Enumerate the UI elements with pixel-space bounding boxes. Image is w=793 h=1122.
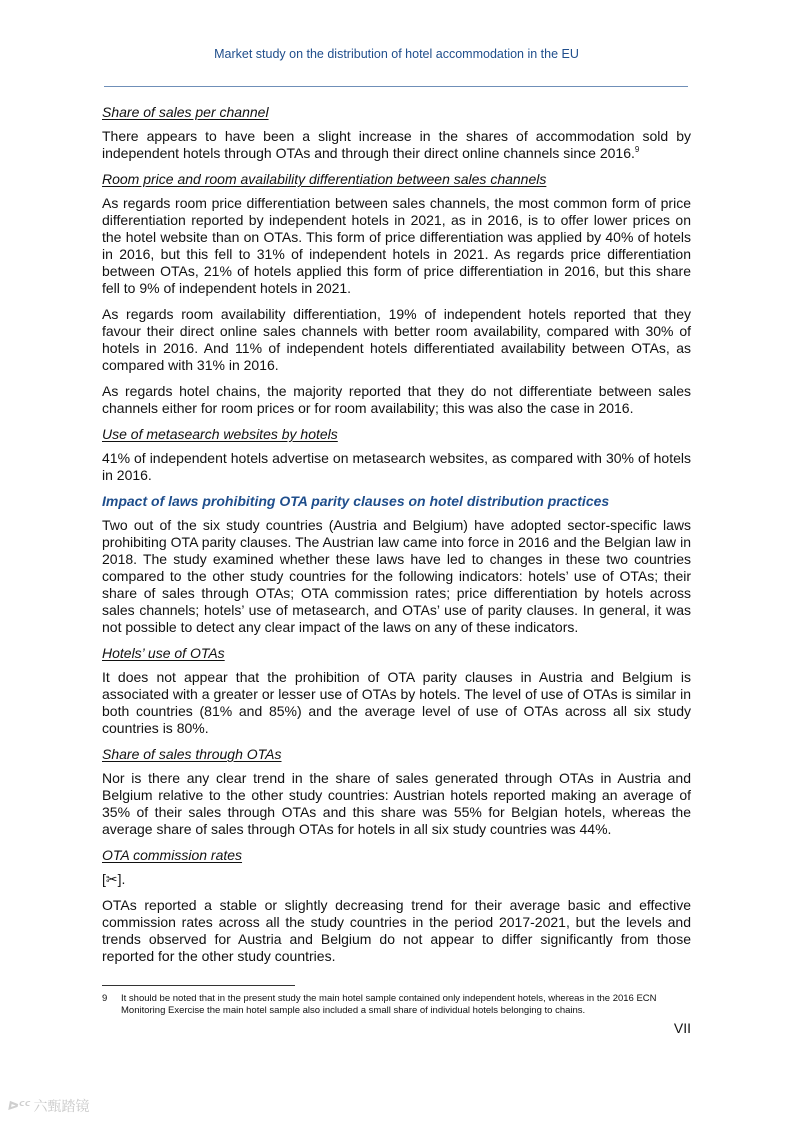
footnote bbox=[102, 993, 692, 1017]
paragraph: Two out of the six study countries (Austria and Belgium) have adopted sector-specific laws prohibiting OTA parity clauses. The Austrian law came into force in 2016 and the Belgian law in 2018. The study examined whether these laws have led to changes in these two countries compared to the other study countries for the following indicators: hotels’ use of OTAs; their share of sales through OTAs; OTA commission rates; price differentiation by hotels across sales channels; hotels’ use of metasearch, and OTAs’ use of parity clauses. In general, it was not possible to detect any clear impact of the laws on any of these indicators. bbox=[102, 517, 691, 635]
footnote-number: 9 bbox=[102, 993, 108, 1004]
watermark bbox=[8, 1096, 89, 1116]
heading-ota-commission-rates: OTA commission rates bbox=[102, 847, 243, 863]
paragraph: It does not appear that the prohibition of OTA parity clauses in Austria and Belgium is associated with a greater or lesser use of OTAs by hotels. The level of use of OTAs is similar in both countries (81% and 85%) and the average level of use of OTAs across all six study countries is 80%. bbox=[102, 669, 691, 736]
footnote-ref[interactable]: 9 bbox=[634, 145, 640, 154]
heading-hotels-use-of-otas: Hotels’ use of OTAs bbox=[102, 645, 225, 661]
paragraph: 41% of independent hotels advertise on metasearch websites, as compared with 30% of hotels in 2016. bbox=[102, 450, 691, 483]
section-title-impact-of-laws: Impact of laws prohibiting OTA parity clauses on hotel distribution practices bbox=[102, 493, 610, 509]
running-header: Market study on the distribution of hotel accommodation in the EU bbox=[214, 47, 579, 61]
document-body bbox=[102, 104, 691, 974]
paragraph: As regards room price differentiation between sales channels, the most common form of price differentiation reported by independent hotels in 2021, as in 2016, is to offer lower prices on the hotel website than on OTAs. This form of price differentiation was applied by 40% of hotels in 2016, but this fell to 31% of independent hotels in 2021. As regards price differentiation between OTAs, 21% of hotels applied this form of price differentiation in 2016, but this share fell to 9% of independent hotels in 2021. bbox=[102, 195, 691, 296]
redacted-marker: [✂]. bbox=[102, 871, 126, 887]
heading-price-availability-differentiation: Room price and room availability differentiation between sales channels bbox=[102, 171, 547, 187]
footnote-divider bbox=[102, 985, 295, 986]
paragraph: Nor is there any clear trend in the share of sales generated through OTAs in Austria and Belgium relative to the other study countries: Austrian hotels reported making an average of 35% of their sales through OTAs and this share was 55% for Belgian hotels, whereas the average share of sales through OTAs for hotels in all six study countries was 44%. bbox=[102, 770, 691, 837]
paragraph: There appears to have been a slight increase in the shares of accommodation sold by independent hotels through OTAs and through their direct online channels since 2016.$^9$ bbox=[102, 128, 691, 161]
header-divider bbox=[104, 86, 688, 87]
paragraph: OTAs reported a stable or slightly decreasing trend for their average basic and effective commission rates across all the study countries in the period 2017-2021, but the levels and trends observed for Austria and Belgium do not appear to differ significantly from those reported for the other study countries. bbox=[102, 897, 691, 964]
heading-metasearch: Use of metasearch websites by hotels bbox=[102, 426, 338, 442]
heading-share-of-sales-per-channel: Share of sales per channel bbox=[102, 104, 269, 120]
paragraph: As regards hotel chains, the majority reported that they do not differentiate between sales channels either for room prices or for room availability; this was also the case in 2016. bbox=[102, 383, 691, 416]
page-number: VII bbox=[673, 1020, 691, 1036]
watermark-text: 六甄踏镜 bbox=[33, 1098, 90, 1114]
watermark-logo-icon: ᐅᑦᑦ bbox=[8, 1099, 31, 1113]
paragraph: As regards room availability differentiation, 19% of independent hotels reported that they favour their direct online sales channels with better room availability, compared with 30% of hotels in 2016. And 11% of independent hotels differentiated availability between OTAs, as compared with 31% in 2016. bbox=[102, 306, 691, 373]
footnote-text: It should be noted that in the present study the main hotel sample contained only independent hotels, whereas in the 2016 ECN Monitoring Exercise the main hotel sample also included a small share of individual hotels belonging to chains. bbox=[121, 993, 657, 1016]
heading-share-of-sales-through-otas: Share of sales through OTAs bbox=[102, 746, 282, 762]
